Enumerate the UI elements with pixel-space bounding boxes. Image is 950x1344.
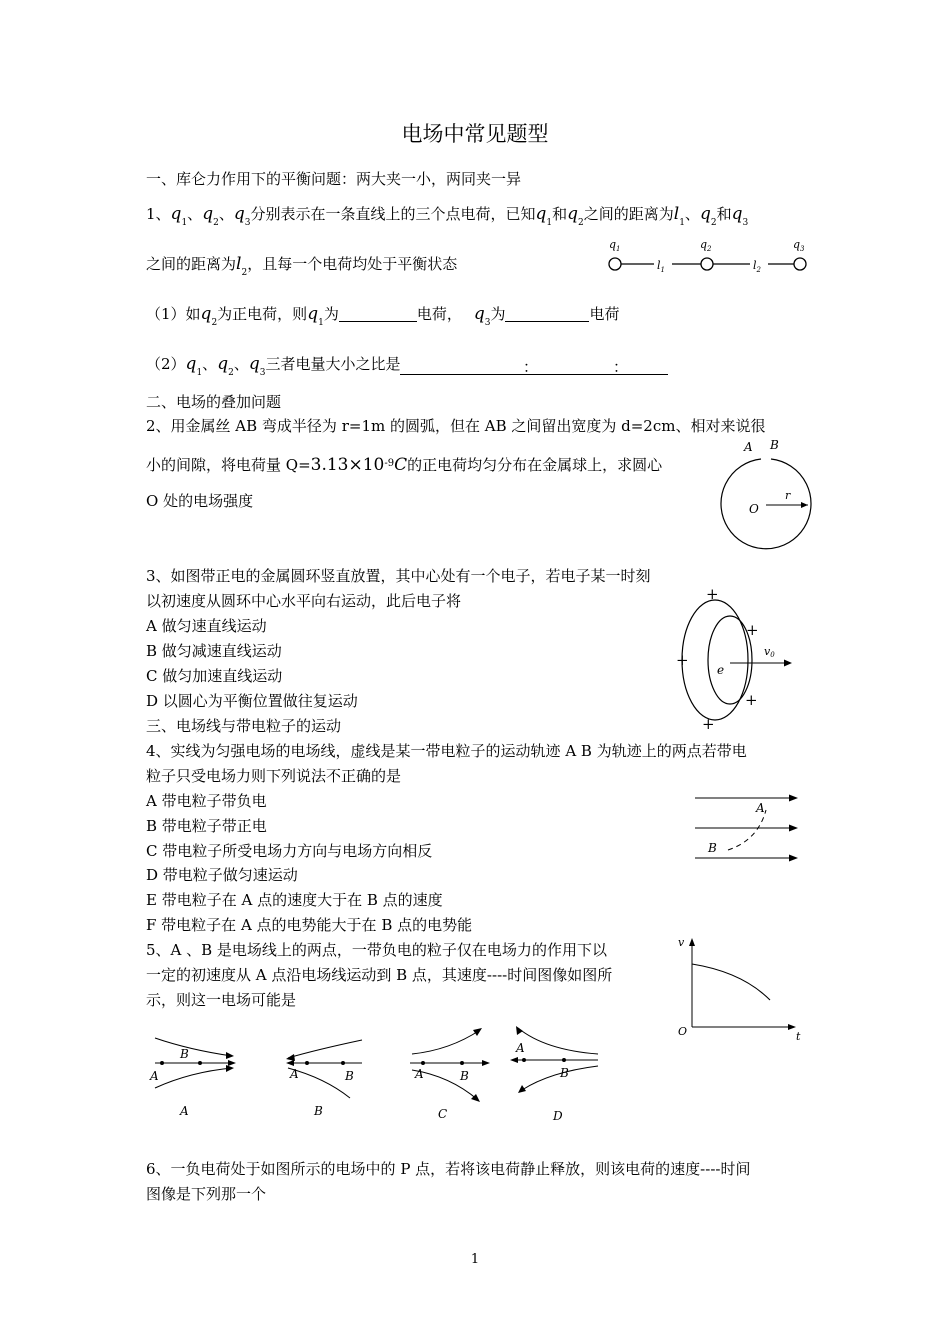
answer-blank-q1-sign[interactable] — [339, 307, 417, 322]
svg-text:A: A — [415, 1067, 424, 1081]
q2-arc-figure — [715, 437, 815, 555]
origin-o-label: O — [678, 1025, 688, 1038]
q1-charges-figure — [600, 236, 815, 276]
answer-blank-ratio[interactable]: ： ： — [400, 360, 668, 375]
svg-text:A: A — [290, 1067, 299, 1081]
svg-text:B: B — [460, 1069, 469, 1083]
fig-q2-label: $q_2$ — [700, 238, 712, 253]
q4-option-f[interactable]: F 带电粒子在 A 点的电势能大于在 B 点的电势能 — [146, 916, 473, 934]
fig-l1-label: $l_1$ — [657, 259, 665, 274]
axis-t-label: t — [796, 1030, 801, 1043]
section-1-heading: 一、库仑力作用下的平衡问题：两大夹一小，两同夹一异 — [146, 170, 522, 188]
q3-option-d[interactable]: D 以圆心为平衡位置做往复运动 — [146, 692, 358, 710]
field-option-b[interactable] — [286, 1040, 362, 1118]
q5-field-options — [140, 1020, 610, 1125]
q4-option-d[interactable]: D 带电粒子做匀速运动 — [146, 866, 298, 884]
q5-line1: 5、A 、B 是电场线上的两点，一带负电的粒子仅在电场力的作用下以 — [146, 941, 607, 959]
q4-line2: 粒子只受电场力则下列说法不正确的是 — [146, 767, 402, 785]
trajectory-dashed — [728, 810, 766, 850]
q3-line1: 3、如图带正电的金属圆环竖直放置，其中心处有一个电子，若电子某一时刻 — [146, 567, 651, 585]
q4-option-c[interactable]: C 带电粒子所受电场力方向与电场方向相反 — [146, 842, 433, 860]
plus-bottom: + — [702, 715, 715, 733]
field-option-c[interactable] — [410, 1028, 490, 1121]
axis-v-label: v — [678, 936, 685, 949]
charge-q3-circle — [794, 258, 806, 270]
velocity-arrowhead — [784, 660, 792, 667]
q3-option-c[interactable]: C 做匀加速直线运动 — [146, 667, 283, 685]
q5-line2: 一定的初速度从 A 点沿电场线运动到 B 点，其速度----时间图像如图所 — [146, 966, 613, 984]
q6-line1: 6、一负电荷处于如图所示的电场中的 P 点，若将该电荷静止释放，则该电荷的速度----时间 — [146, 1160, 751, 1178]
electron-e: e — [717, 663, 725, 677]
q4-option-b[interactable]: B 带电粒子带正电 — [146, 817, 267, 835]
charge-q1-circle — [609, 258, 621, 270]
q2-line2: 小的间隙，将电荷量 $Q=3.13\times 10^{-9}C$的正电荷均匀分布在金属球上，求圆心 — [146, 455, 663, 475]
page-title: 电场中常见题型 — [401, 122, 549, 146]
svg-text:B: B — [180, 1047, 189, 1061]
fig-point-a: A — [756, 801, 765, 815]
section-2-heading: 二、电场的叠加问题 — [146, 393, 282, 411]
fig-point-a: A — [744, 440, 753, 454]
svg-text:B: B — [560, 1066, 569, 1080]
fig-q1-label: $q_1$ — [609, 238, 621, 253]
q1-part1: （1）如$q_2$为正电荷，则$q_1$为 电荷， $q_3$为 电荷 — [146, 304, 620, 328]
option-label-d: D — [553, 1109, 563, 1123]
field-option-a[interactable] — [149, 1038, 236, 1118]
plus-left: + — [676, 651, 689, 669]
fig-l2-label: $l_2$ — [753, 259, 761, 274]
q3-ring-figure — [672, 585, 802, 735]
q5-line3: 示，则这一电场可能是 — [146, 991, 297, 1009]
q3-option-b[interactable]: B 做匀减速直线运动 — [146, 642, 282, 660]
field-option-d[interactable] — [510, 1026, 598, 1123]
svg-text:A: A — [150, 1069, 159, 1083]
q1-line1: 1、$q_1$、$q_2$、$q_3$分别表示在一条直线上的三个点电荷，已知$q_1$和$q_2$之间的距离为$l_1$、$q_2$和$q_3$ — [146, 204, 749, 228]
q5-vt-graph — [672, 932, 812, 1047]
plus-right-upper: + — [746, 621, 759, 639]
velocity-v0: v0 — [764, 645, 775, 659]
q4-option-a[interactable]: A 带电粒子带负电 — [146, 792, 267, 810]
q4-option-e[interactable]: E 带电粒子在 A 点的速度大于在 B 点的速度 — [146, 891, 443, 909]
page-number: 1 — [470, 1252, 480, 1267]
q6-line2: 图像是下列那一个 — [146, 1185, 267, 1203]
q1-line2: 之间的距离为$l_2$，且每一个电荷均处于平衡状态 — [146, 254, 458, 278]
svg-text:B: B — [345, 1069, 354, 1083]
q4-field-figure — [690, 788, 805, 868]
q3-line2: 以初速度从圆环中心水平向右运动，此后电子将 — [146, 592, 462, 610]
velocity-curve — [692, 964, 770, 1000]
option-label-b: B — [314, 1104, 323, 1118]
charge-q2-circle — [701, 258, 713, 270]
fig-radius-r: r — [785, 489, 791, 502]
q3-option-a[interactable]: A 做匀速直线运动 — [146, 617, 267, 635]
q2-line3: O 处的电场强度 — [146, 492, 254, 510]
option-label-c: C — [438, 1107, 448, 1121]
q2-line1: 2、用金属丝 AB 弯成半径为 r=1m 的圆弧，但在 AB 之间留出宽度为 d=2cm、相对来说很 — [146, 417, 766, 435]
section-3-heading: 三、电场线与带电粒子的运动 — [146, 717, 342, 735]
option-label-a: A — [180, 1104, 189, 1118]
fig-point-b: B — [770, 438, 779, 452]
fig-point-b: B — [708, 841, 717, 855]
q4-line1: 4、实线为匀强电场的电场线，虚线是某一带电粒子的运动轨迹 A B 为轨迹上的两点若带电 — [146, 742, 747, 760]
plus-top: + — [706, 585, 719, 603]
answer-blank-q3-sign[interactable] — [505, 307, 589, 322]
metal-wire-arc — [721, 459, 811, 549]
fig-q3-label: $q_3$ — [793, 238, 805, 253]
plus-right-lower: + — [745, 691, 758, 709]
q1-part2: $(2)q_1$、$q_2$、$q_3$三者电量大小之比是 ： ： — [146, 356, 668, 378]
svg-text:A: A — [516, 1041, 525, 1055]
fig-center-o: O — [749, 502, 759, 516]
